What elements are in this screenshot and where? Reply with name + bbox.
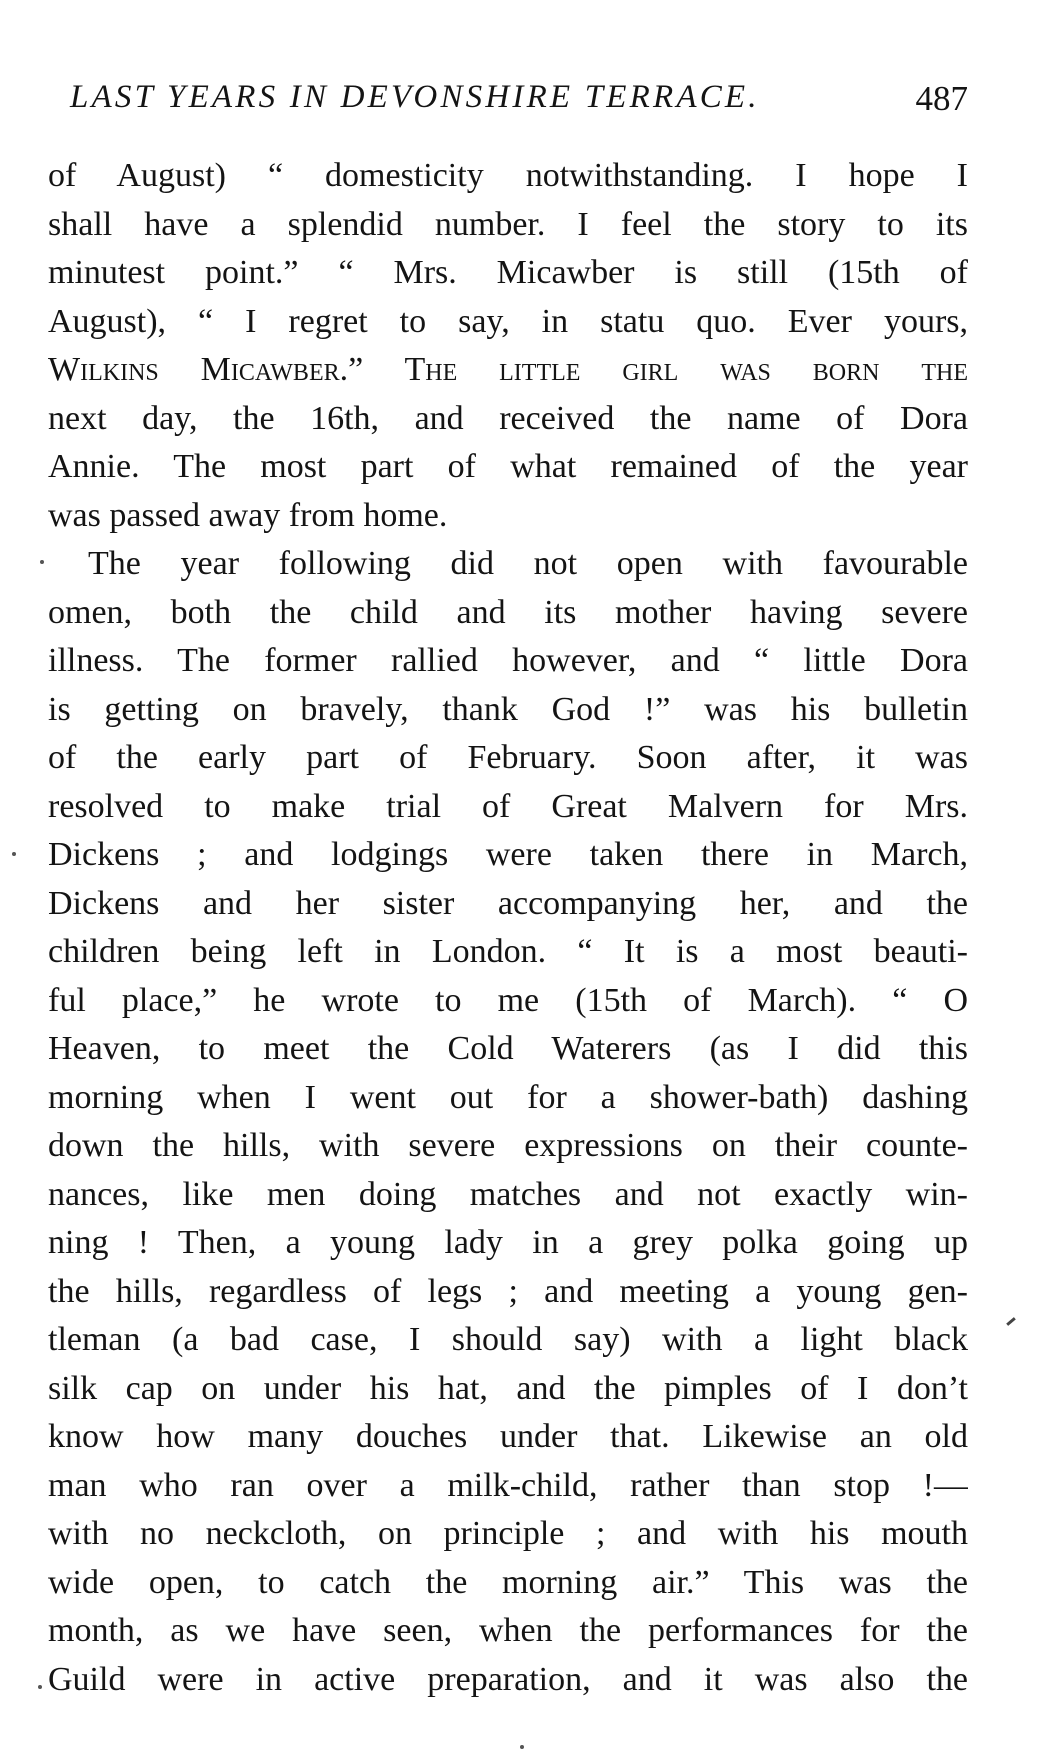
text-line: wide open, to catch the morning air.” This was the bbox=[48, 1563, 968, 1601]
text-line: man who ran over a milk-child, rather than stop !— bbox=[48, 1466, 968, 1504]
text-line: minutest point.” “ Mrs. Micawber is still (15th of bbox=[48, 254, 968, 291]
text-line: ning ! Then, a young lady in a grey polka going up bbox=[48, 1224, 968, 1261]
scan-mark bbox=[1006, 1317, 1016, 1326]
text-line: of the early part of February. Soon after, it was bbox=[48, 739, 968, 776]
text-line: Heaven, to meet the Cold Waterers (as I did this bbox=[48, 1030, 968, 1067]
text-line: Dickens and her sister accompanying her, and the bbox=[48, 884, 968, 922]
body-text bbox=[48, 152, 968, 1704]
text-line: silk cap on under his hat, and the pimples of I don’t bbox=[48, 1369, 968, 1407]
scan-speck bbox=[520, 1745, 524, 1749]
text-line: ful place,” he wrote to me (15th of March). “ O bbox=[48, 981, 968, 1019]
scan-speck bbox=[40, 560, 44, 564]
running-head bbox=[70, 72, 974, 122]
text-line: shall have a splendid number. I feel the story to its bbox=[48, 205, 968, 243]
text-line: children being left in London. “ It is a most beauti- bbox=[48, 933, 968, 970]
text-line: month, as we have seen, when the performances for the bbox=[48, 1612, 968, 1649]
text-line: Guild were in active preparation, and it was also the bbox=[48, 1660, 968, 1698]
text-line: morning when I went out for a shower-bath) dashing bbox=[48, 1078, 968, 1116]
paragraph-start-line: The year following did not open with favourable bbox=[88, 545, 968, 582]
running-title: LAST YEARS IN DEVONSHIRE TERRACE. bbox=[70, 79, 760, 115]
text-line: Wilkins Micawber.” The little girl was born the bbox=[48, 351, 968, 388]
text-line: illness. The former rallied however, and “ little Dora bbox=[48, 642, 968, 679]
text-line: with no neckcloth, on principle ; and with his mouth bbox=[48, 1515, 968, 1552]
page-number: 487 bbox=[915, 79, 968, 118]
text-line: know how many douches under that. Likewise an old bbox=[48, 1418, 968, 1455]
text-line: down the hills, with severe expressions on their counte- bbox=[48, 1127, 968, 1164]
text-line: Annie. The most part of what remained of the year bbox=[48, 448, 968, 485]
scan-speck bbox=[12, 852, 16, 856]
scan-speck bbox=[38, 1685, 42, 1689]
text-line: is getting on bravely, thank God !” was his bulletin bbox=[48, 690, 968, 728]
text-line: August), “ I regret to say, in statu quo. Ever yours, bbox=[48, 302, 968, 340]
text-line: next day, the 16th, and received the name of Dora bbox=[48, 399, 968, 437]
text-line: of August) “ domesticity notwithstanding. I hope I bbox=[48, 157, 968, 194]
text-line: omen, both the child and its mother having severe bbox=[48, 593, 968, 631]
text-line: resolved to make trial of Great Malvern for Mrs. bbox=[48, 787, 968, 825]
text-line: nances, like men doing matches and not exactly win- bbox=[48, 1175, 968, 1213]
text-line: Dickens ; and lodgings were taken there in March, bbox=[48, 836, 968, 873]
text-line: tleman (a bad case, I should say) with a light black bbox=[48, 1321, 968, 1358]
paragraph-end-line: was passed away from home. bbox=[48, 496, 448, 534]
text-line: the hills, regardless of legs ; and meeting a young gen- bbox=[48, 1272, 968, 1310]
